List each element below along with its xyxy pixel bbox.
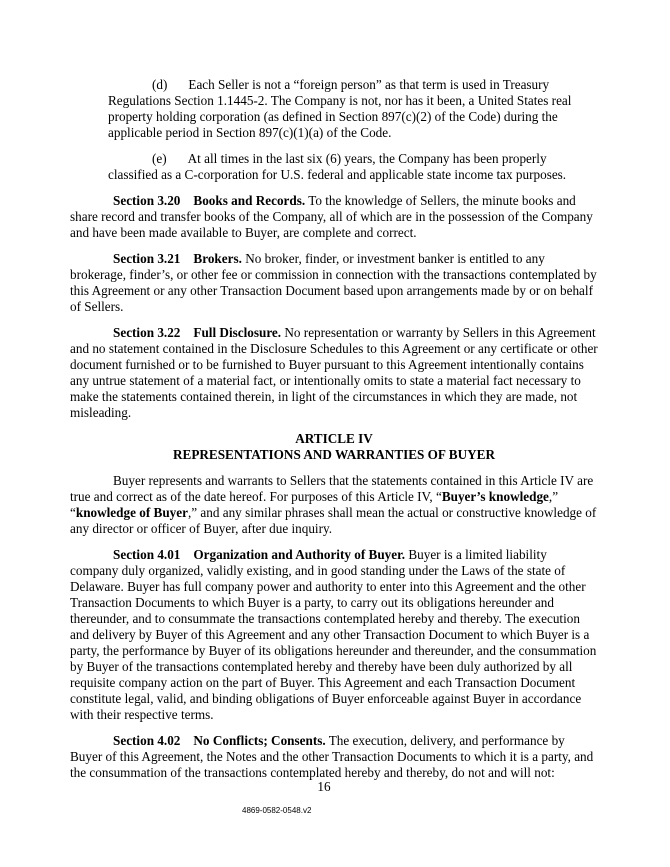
subparagraph-d-marker: (d) xyxy=(152,77,168,92)
document-content xyxy=(70,77,598,791)
section-3-20-title: Books and Records. xyxy=(193,193,306,208)
section-4-02-number: Section 4.02 xyxy=(113,733,181,748)
section-3-21 xyxy=(70,251,598,315)
section-4-01 xyxy=(70,547,598,723)
section-3-22-text: No representation or warranty by Sellers in this Agreement and no statement contained in the Disclosure Schedules to this Agreement or any certificate or other document furnished or to be furnished to Buyer pursuant to this Agreement intentionally contains any untrue statement of a material fact, or intentionally omits to state a material fact necessary to make the statements contained therein, in light of the circumstances in which they are made, not misleading. xyxy=(70,325,598,420)
subparagraph-e-marker: (e) xyxy=(152,151,167,166)
section-4-02-text: The execution, delivery, and performance by Buyer of this Agreement, the Notes and the other Transaction Documents to which it is a party, and the consummation of the transactions contemplated hereby and thereby, do not and will not: xyxy=(70,733,594,780)
article-heading-title: REPRESENTATIONS AND WARRANTIES OF BUYER xyxy=(173,447,495,462)
section-3-22-number: Section 3.22 xyxy=(113,325,181,340)
article-heading-number: ARTICLE IV xyxy=(295,431,373,446)
section-4-01-number: Section 4.01 xyxy=(113,547,181,562)
subparagraph-d-text: Each Seller is not a “foreign person” as that term is used in Treasury Regulations Section 1.1445-2. The Company is not, nor has it been, a United States real property holding corporation (as defined in Section 897(c)(2) of the Code) during the applicable period in Section 897(c)(1)(a) of the Code. xyxy=(108,77,572,140)
section-3-22-title: Full Disclosure. xyxy=(193,325,282,340)
section-3-20-text: To the knowledge of Sellers, the minute books and share record and transfer books of the Company, all of which are in the possession of the Company and have been made available to Buyer, are complete and correct. xyxy=(70,193,593,240)
section-3-21-text: No broker, finder, or investment banker is entitled to any brokerage, finder’s, or other fee or commission in connection with the transactions contemplated by this Agreement or any other Transaction Document based upon arrangements made by or on behalf of Sellers. xyxy=(70,251,597,314)
section-3-21-number: Section 3.21 xyxy=(113,251,181,266)
subparagraph-e xyxy=(108,151,598,183)
page-number: 16 xyxy=(317,779,331,794)
subparagraph-e-text: At all times in the last six (6) years, the Company has been properly classified as a C-corporation for U.S. federal and applicable state income tax purposes. xyxy=(108,151,567,182)
section-3-22 xyxy=(70,325,598,421)
section-4-02-title: No Conflicts; Consents. xyxy=(193,733,326,748)
article-intro-paragraph: Buyer represents and warrants to Sellers that the statements contained in this Article IV are true and correct as of the date hereof. For purposes of this Article IV, “Buyer’s knowledge,” “knowledge of Buyer,” and any similar phrases shall mean the actual or constructive knowledge of any director or officer of Buyer, after due inquiry. xyxy=(70,473,597,536)
section-3-21-title: Brokers. xyxy=(193,251,242,266)
article-heading xyxy=(70,431,598,463)
section-4-01-title: Organization and Authority of Buyer. xyxy=(193,547,406,562)
section-3-20-number: Section 3.20 xyxy=(113,193,181,208)
subparagraph-d xyxy=(108,77,598,141)
section-4-01-text: Buyer is a limited liability company duly organized, validly existing, and in good standing under the Laws of the state of Delaware. Buyer has full company power and authority to enter into this Agreement and the other Transaction Documents to which Buyer is a party, to carry out its obligations hereunder and thereunder, and to consummate the transactions contemplated hereby and thereby. The execution and delivery by Buyer of this Agreement and any other Transaction Document to which Buyer is a party, the performance by Buyer of its obligations hereunder and thereunder, and the consummation by Buyer of the transactions contemplated hereby and thereby have been duly authorized by all requisite company action on the part of Buyer. This Agreement and each Transaction Document constitute legal, valid, and binding obligations of Buyer enforceable against Buyer in accordance with their respective terms. xyxy=(70,547,597,722)
section-4-02 xyxy=(70,733,598,781)
document-id-footer: 4869-0582-0548.v2 xyxy=(242,806,312,815)
section-3-20 xyxy=(70,193,598,241)
